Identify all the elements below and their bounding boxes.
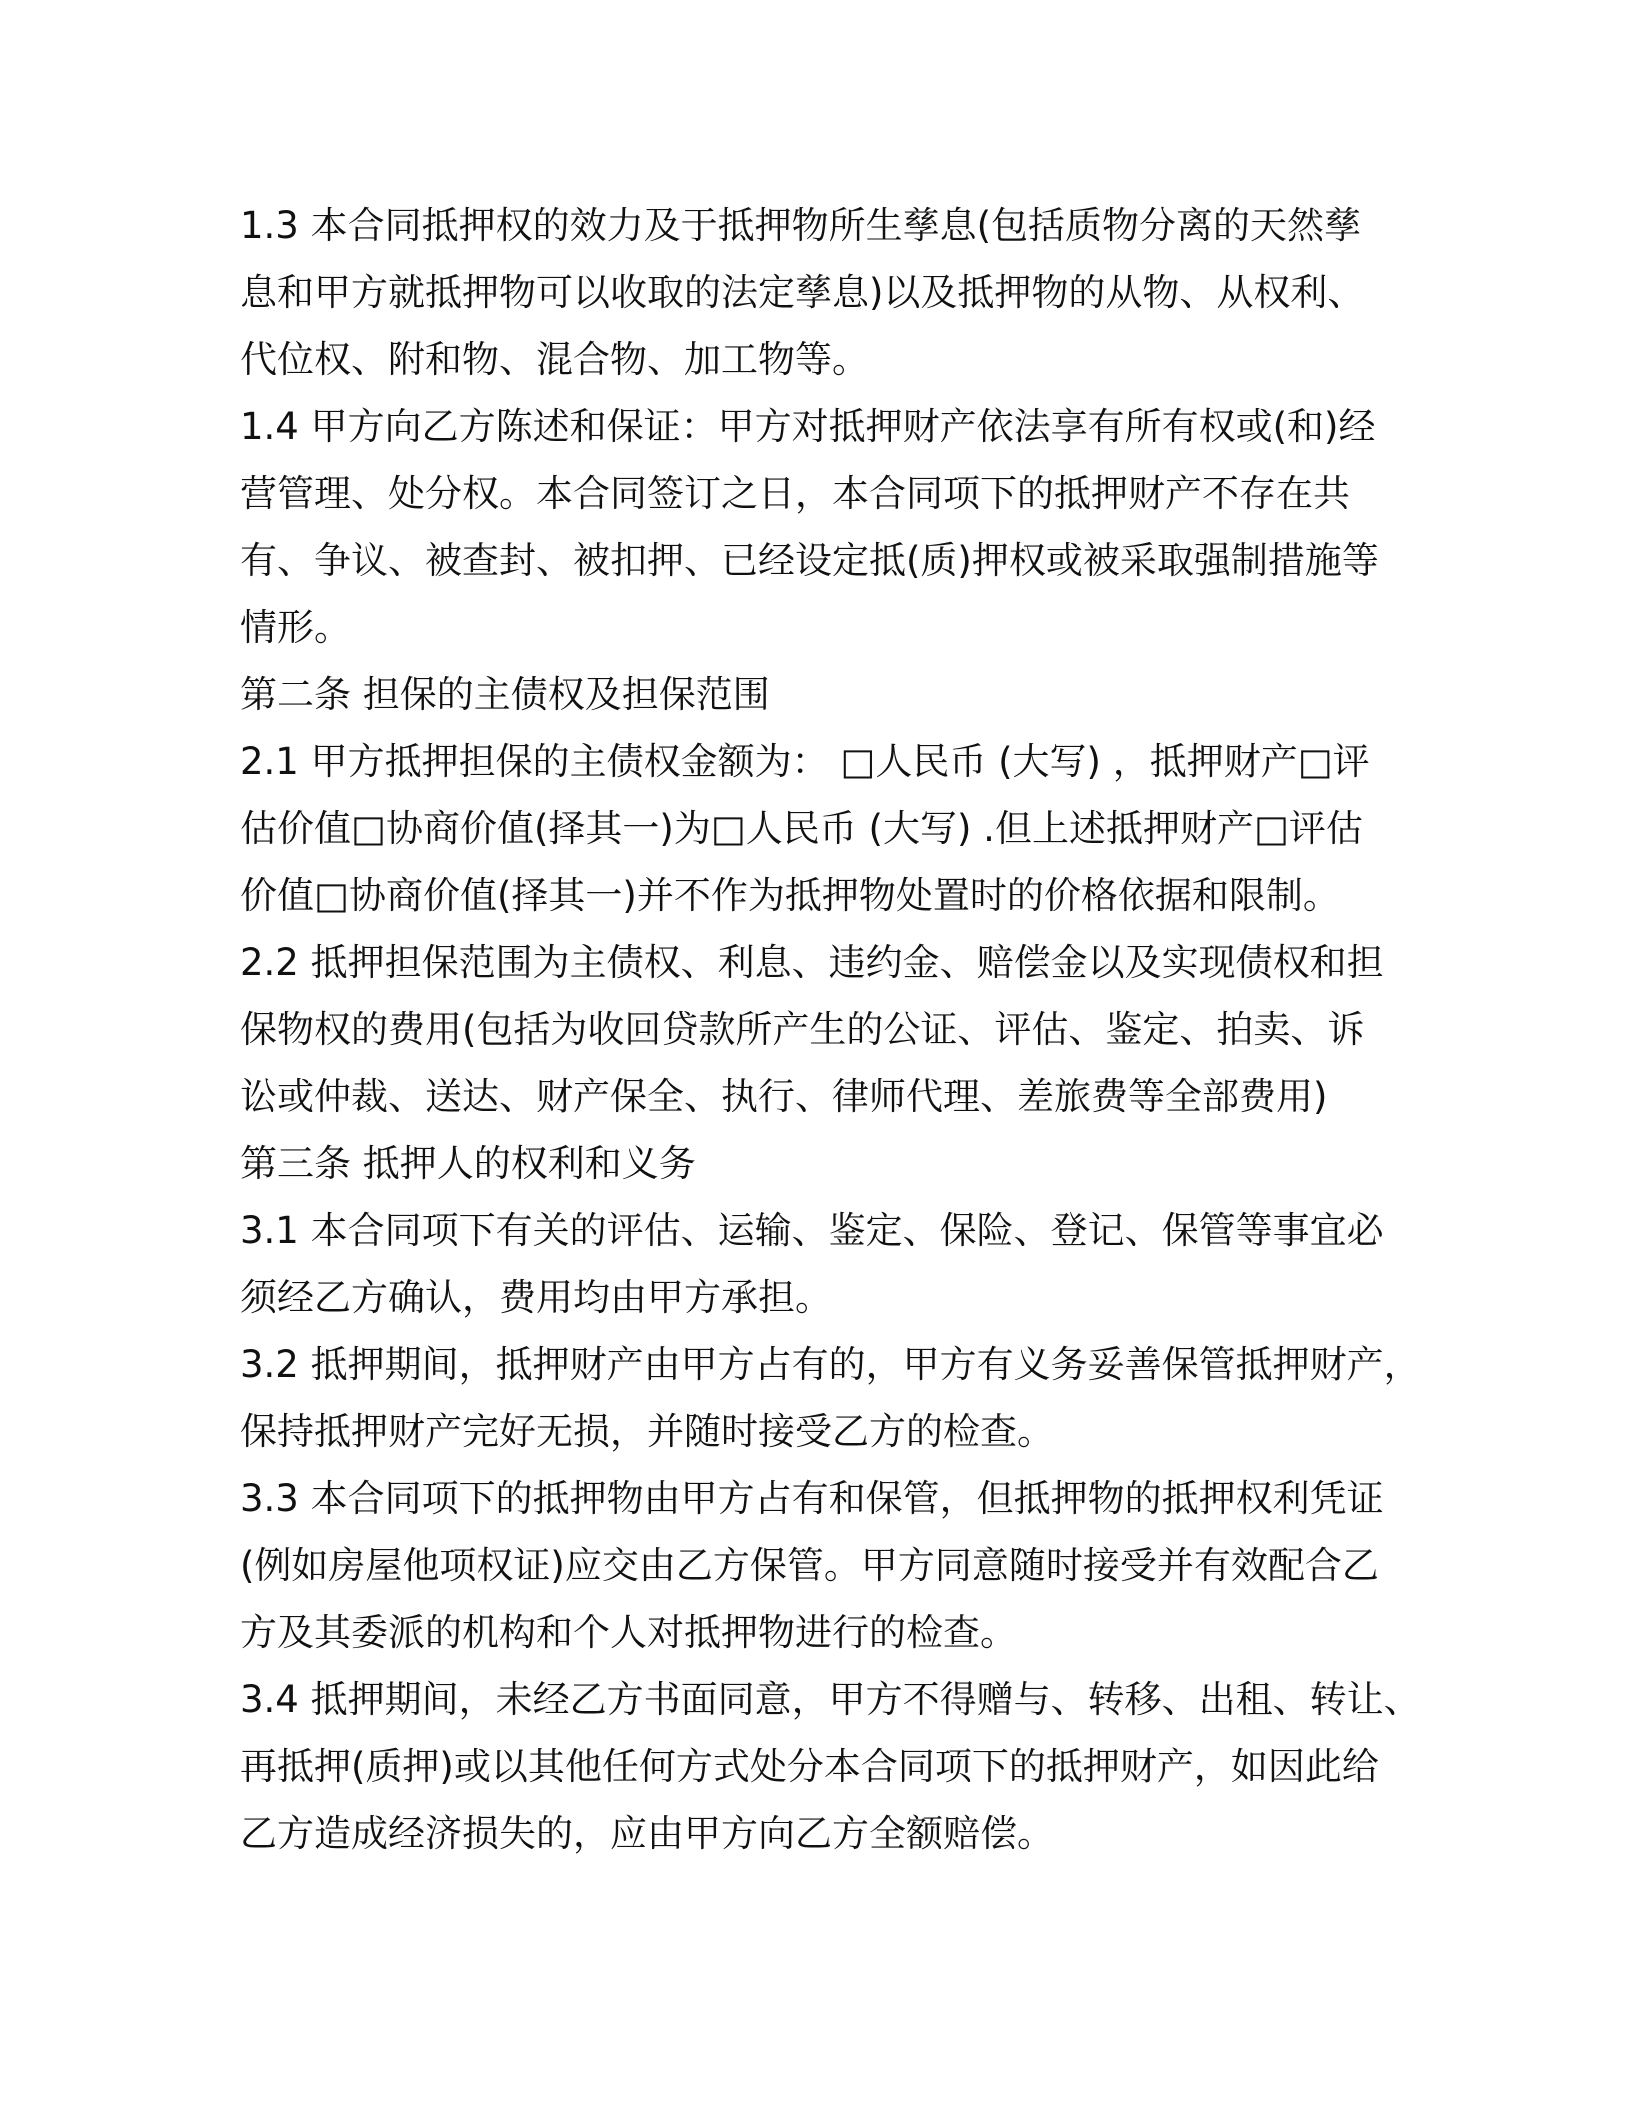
text-line: 3.4 抵押期间，未经乙方书面同意，甲方不得赠与、转移、出租、转让、 — [240, 1678, 1421, 1721]
text-line: 1.3 本合同抵押权的效力及于抵押物所生孳息(包括质物分离的天然孳 — [240, 204, 1362, 247]
section-heading: 第三条 抵押人的权利和义务 — [240, 1142, 696, 1185]
text-line: 2.1 甲方抵押担保的主债权金额为： □人民币 (大写) ，抵押财产□评 — [240, 740, 1370, 783]
text-line: 再抵押(质押)或以其他任何方式处分本合同项下的抵押财产，如因此给 — [240, 1745, 1379, 1788]
text-line: 须经乙方确认，费用均由甲方承担。 — [240, 1276, 832, 1319]
text-line: 息和甲方就抵押物可以收取的法定孳息)以及抵押物的从物、从权利、 — [240, 271, 1365, 314]
text-line: 情形。 — [240, 606, 351, 649]
text-line: 营管理、处分权。本合同签订之日，本合同项下的抵押财产不存在共 — [240, 472, 1350, 515]
text-line: 保持抵押财产完好无损，并随时接受乙方的检查。 — [240, 1410, 1054, 1453]
section-heading: 第二条 担保的主债权及担保范围 — [240, 673, 770, 716]
text-line: 有、争议、被查封、被扣押、已经设定抵(质)押权或被采取强制措施等 — [240, 539, 1379, 582]
text-line: 1.4 甲方向乙方陈述和保证：甲方对抵押财产依法享有所有权或(和)经 — [240, 405, 1376, 448]
text-line: 3.1 本合同项下有关的评估、运输、鉴定、保险、登记、保管等事宜必 — [240, 1209, 1384, 1252]
text-line: 保物权的费用(包括为收回贷款所产生的公证、评估、鉴定、拍卖、诉 — [240, 1008, 1365, 1051]
text-line: 价值□协商价值(择其一)并不作为抵押物处置时的价格依据和限制。 — [240, 874, 1340, 917]
text-line: (例如房屋他项权证)应交由乙方保管。甲方同意随时接受并有效配合乙 — [240, 1544, 1379, 1587]
text-line: 乙方造成经济损失的，应由甲方向乙方全额赔偿。 — [240, 1812, 1054, 1855]
text-line: 讼或仲裁、送达、财产保全、执行、律师代理、差旅费等全部费用) — [240, 1075, 1328, 1118]
text-line: 估价值□协商价值(择其一)为□人民币 (大写) .但上述抵押财产□评估 — [240, 807, 1363, 850]
text-line: 2.2 抵押担保范围为主债权、利息、违约金、赔偿金以及实现债权和担 — [240, 941, 1384, 984]
document-body — [240, 192, 1420, 1867]
text-line: 方及其委派的机构和个人对抵押物进行的检查。 — [240, 1611, 1017, 1654]
text-line: 3.3 本合同项下的抵押物由甲方占有和保管，但抵押物的抵押权利凭证 — [240, 1477, 1384, 1520]
text-line: 3.2 抵押期间，抵押财产由甲方占有的，甲方有义务妥善保管抵押财产， — [240, 1343, 1421, 1386]
text-line: 代位权、附和物、混合物、加工物等。 — [240, 338, 869, 381]
